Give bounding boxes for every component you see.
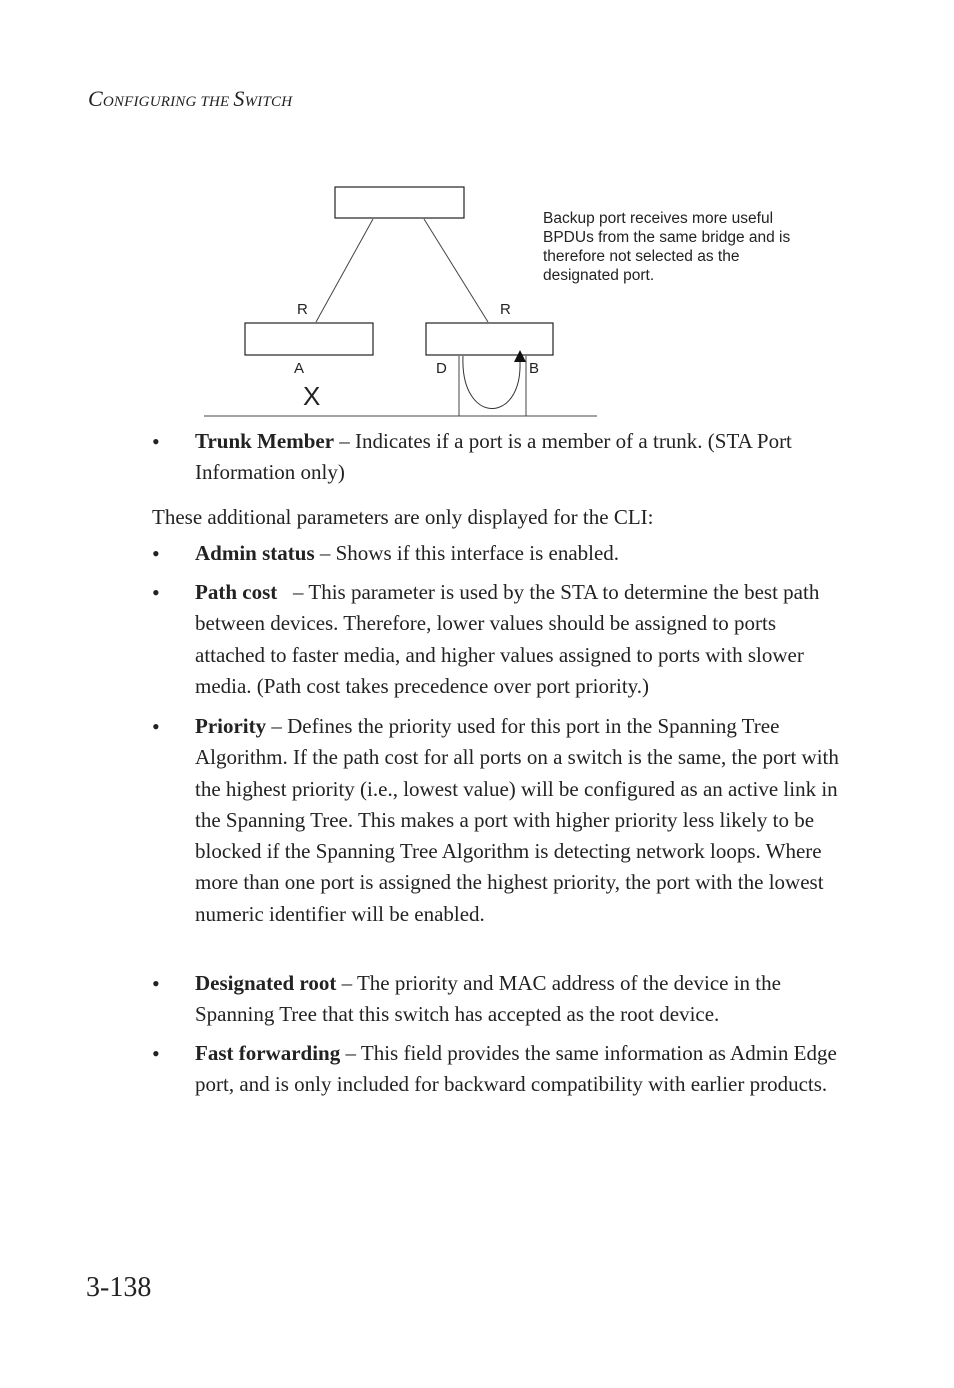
item-priority bbox=[195, 711, 845, 930]
term-fast-forwarding: Fast forwarding bbox=[195, 1041, 341, 1065]
bullet-fast-forwarding: • bbox=[152, 1041, 160, 1066]
desc-designated-root: – The priority and MAC address of the device in the Spanning Tree that this switch has accepted as the root device. bbox=[195, 971, 781, 1027]
term-path-cost: Path cost bbox=[195, 580, 278, 604]
bpdu-loop-arrow bbox=[463, 356, 520, 409]
label-a: A bbox=[294, 360, 305, 377]
running-header bbox=[88, 86, 292, 112]
desc-trunk-member: – Indicates if a port is a member of a trunk. (STA Port Information only) bbox=[195, 429, 792, 485]
bullet-path-cost: • bbox=[152, 580, 160, 605]
item-designated-root bbox=[195, 968, 845, 1031]
label-b: B bbox=[529, 360, 540, 377]
term-priority: Priority bbox=[195, 714, 267, 738]
item-path-cost bbox=[195, 577, 845, 702]
bridge-left-box bbox=[245, 323, 373, 355]
desc-path-cost: – This parameter is used by the STA to determine the best path between devices. Therefore, lower values should be assigned to ports attached to faster media, and higher values assigned to ports with slower media. (Path cost takes precedence over port priority.) bbox=[195, 580, 825, 698]
arrow-head-icon bbox=[514, 350, 526, 362]
root-bridge-box bbox=[335, 187, 464, 218]
bullet-priority: • bbox=[152, 714, 160, 739]
cli-intro: These additional parameters are only displayed for the CLI: bbox=[152, 505, 654, 529]
desc-fast-forwarding: – This field provides the same information as Admin Edge port, and is only included for backward compatibility with earlier products. bbox=[195, 1041, 837, 1097]
term-trunk-member: Trunk Member bbox=[195, 429, 335, 453]
bridge-right-box bbox=[426, 323, 553, 355]
diagram-callout: Backup port receives more useful BPDUs from the same bridge and is therefore not selected as the designated port. bbox=[543, 210, 791, 284]
item-trunk-member bbox=[195, 426, 795, 489]
page-number: 3-138 bbox=[86, 1272, 152, 1303]
label-d: D bbox=[436, 360, 447, 377]
label-r-left: R bbox=[297, 301, 308, 318]
bullet-admin-status: • bbox=[152, 541, 160, 566]
link-left bbox=[316, 219, 373, 322]
header-initial-c: C bbox=[88, 86, 103, 111]
desc-admin-status: – Shows if this interface is enabled. bbox=[314, 541, 620, 565]
header-text-2: WITCH bbox=[244, 94, 293, 110]
label-r-right: R bbox=[500, 301, 511, 318]
desc-priority: – Defines the priority used for this port in the Spanning Tree Algorithm. If the path cost for all ports on a switch is the same, the port with the highest priority (i.e., lowest value) will be configured as an active link in the Spanning Tree. This makes a port with higher priority less likely to be blocked if the Spanning Tree Algorithm is detecting network loops. Where more than one port is assigned the highest priority, the port with the lowest numeric identifier will be enabled. bbox=[195, 714, 839, 926]
bullet-designated-root: • bbox=[152, 971, 160, 996]
bullet-trunk-member: • bbox=[152, 429, 160, 454]
item-fast-forwarding bbox=[195, 1038, 845, 1101]
header-initial-s: S bbox=[233, 86, 245, 111]
item-admin-status bbox=[195, 538, 845, 569]
blocked-x-mark: X bbox=[303, 381, 321, 411]
term-designated-root: Designated root bbox=[195, 971, 337, 995]
link-right bbox=[424, 219, 488, 322]
term-admin-status: Admin status bbox=[195, 541, 315, 565]
header-text-1: ONFIGURING THE bbox=[102, 94, 234, 110]
